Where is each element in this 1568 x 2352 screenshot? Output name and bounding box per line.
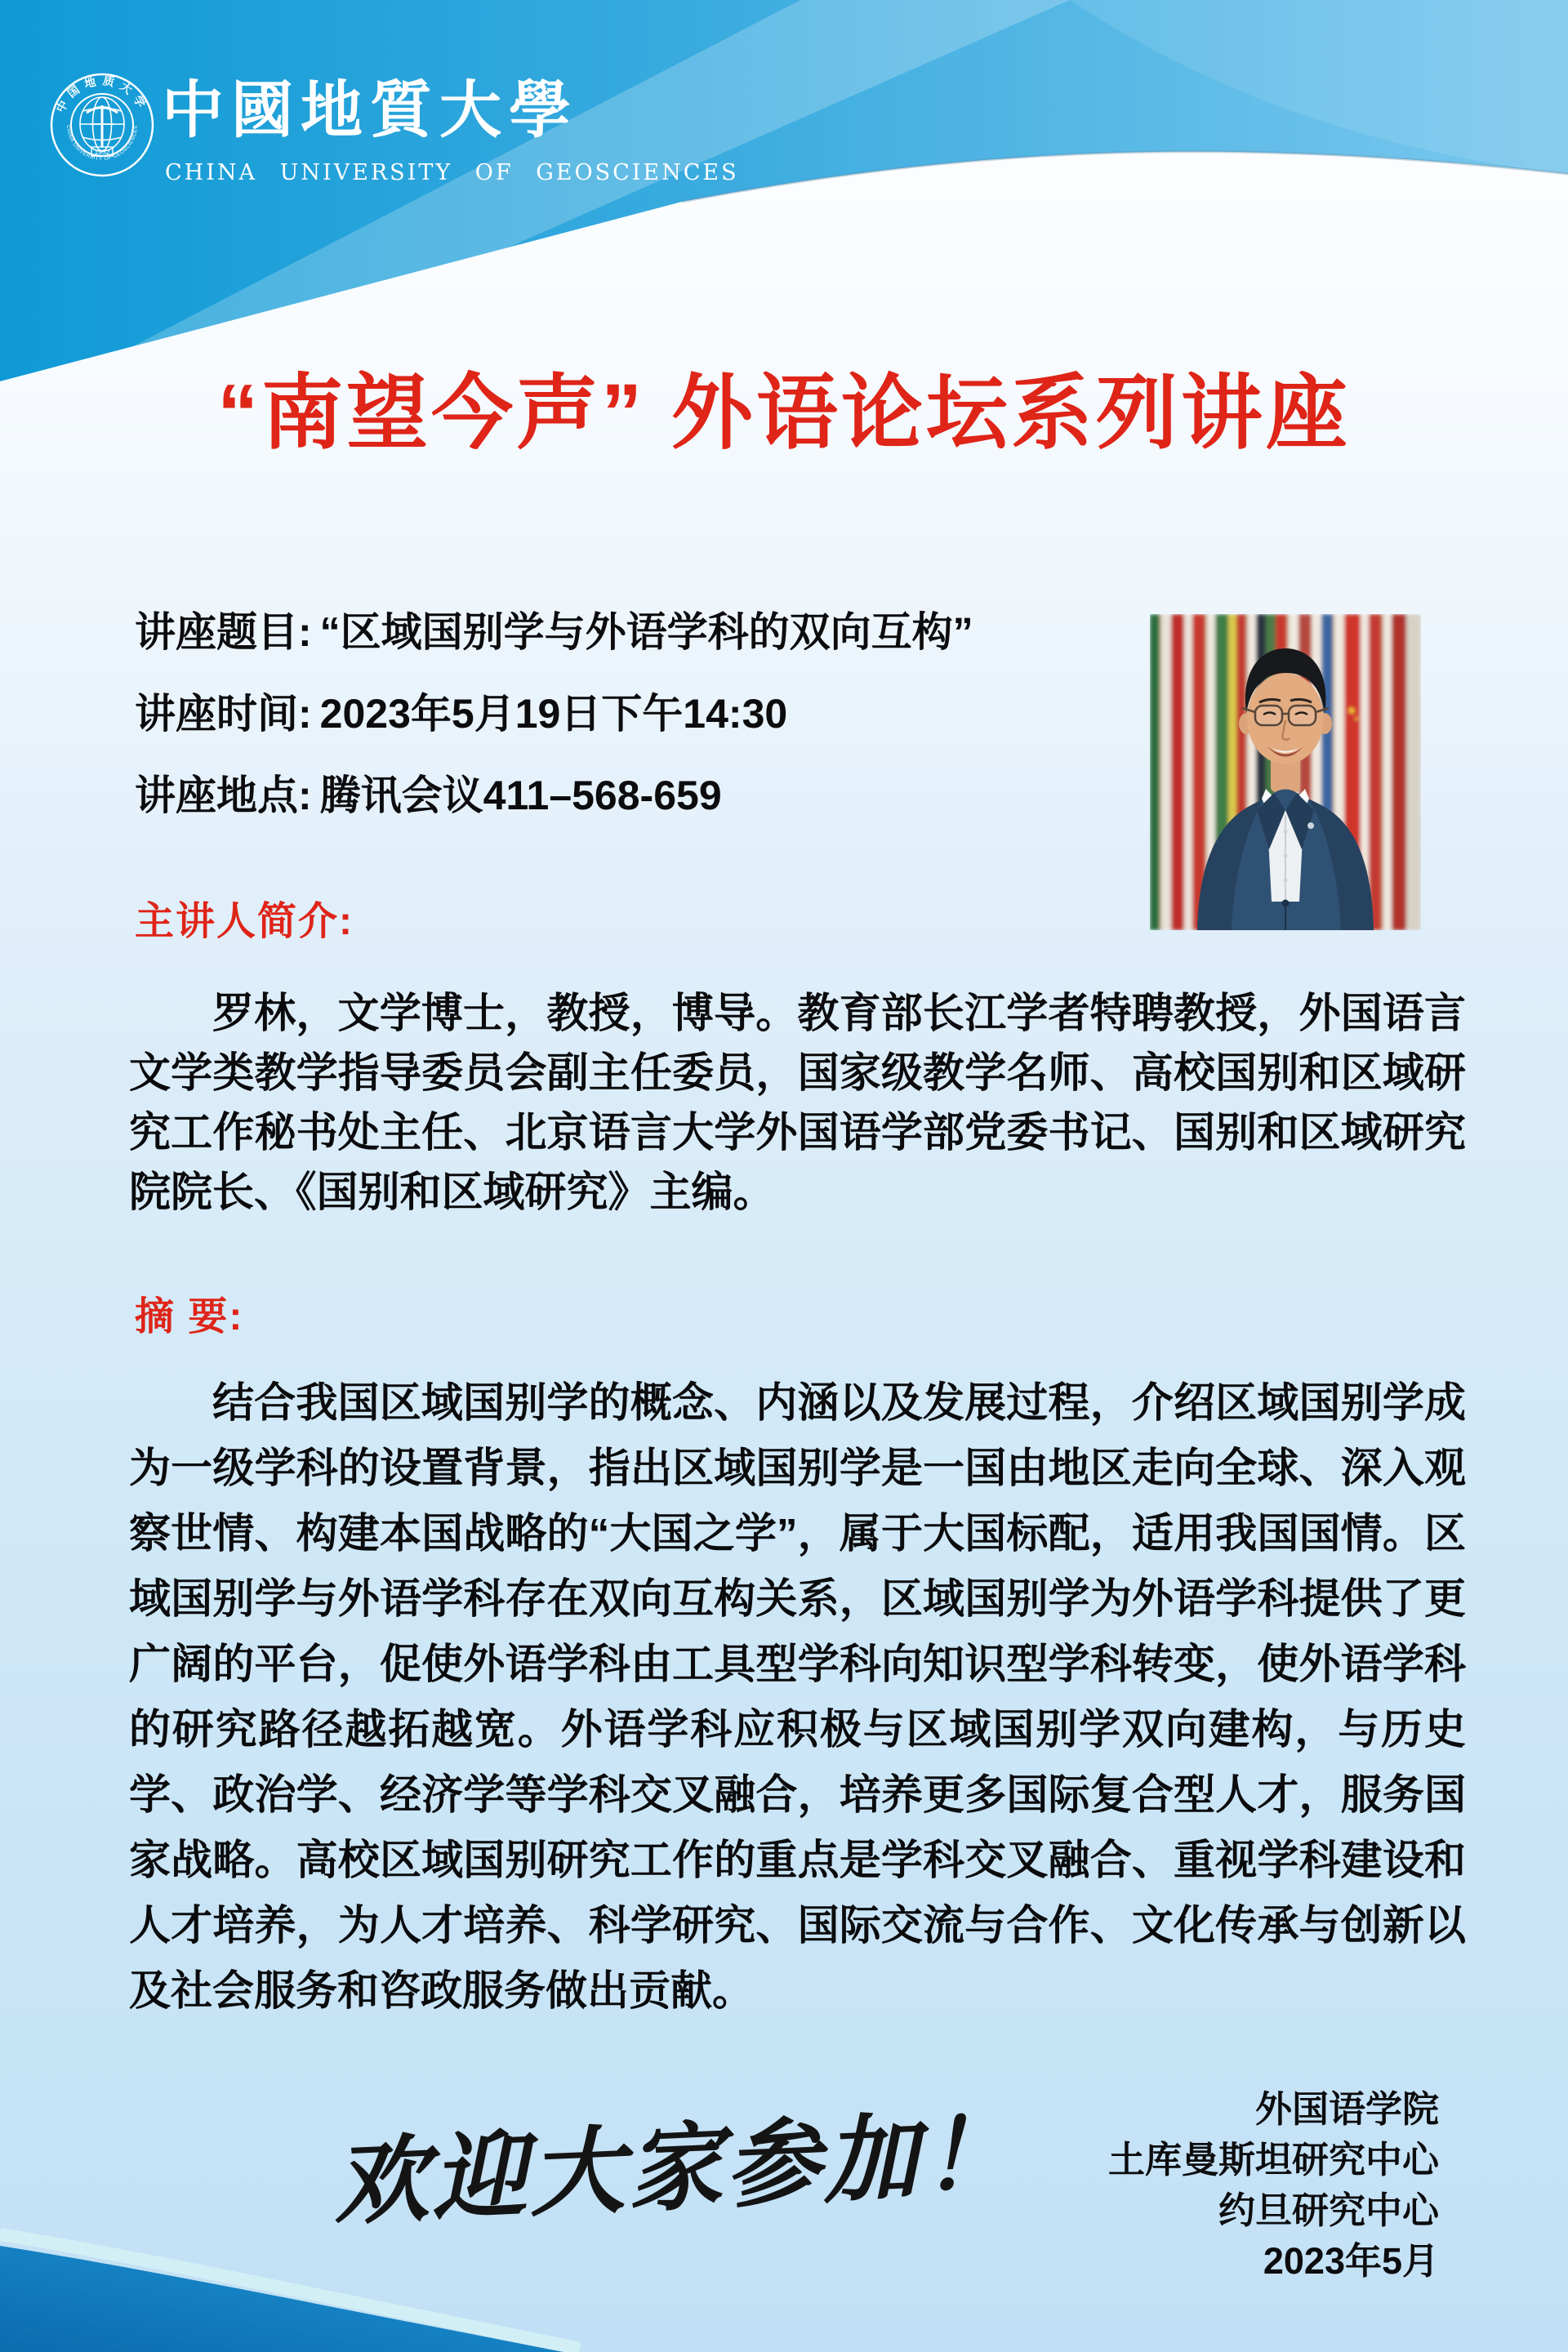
logo-ring-text-zh: 中国地质大学 [53, 74, 151, 115]
logo-ring-text-en: CHINA UNIVERSITY OF GEOSCIENCES [65, 125, 140, 163]
credit-line-turkmenistan-center: 土库曼斯坦研究中心 [1107, 2139, 1439, 2180]
detail-time-value: 2023年5月19日下午14:30 [319, 691, 788, 737]
speaker-photo [1150, 614, 1421, 930]
welcome-calligraphy: 欢迎大家参加！ [331, 2097, 1022, 2239]
detail-time [135, 693, 973, 735]
speaker-portrait-illustration [1150, 614, 1421, 930]
detail-location [135, 774, 973, 817]
bottom-wave-graphic [0, 2221, 604, 2352]
organizer-credits [1108, 2084, 1439, 2287]
speaker-intro-heading: 主讲人简介: [135, 900, 354, 943]
poster-title: “南望今声” 外语论坛系列讲座 [217, 368, 1351, 459]
detail-topic [135, 611, 973, 653]
detail-topic-value: “区域国别学与外语学科的双向互构” [319, 609, 973, 655]
lecture-details [135, 611, 973, 856]
detail-location-label: 讲座地点: [135, 773, 312, 818]
university-name-zh: 中國地質大學 [162, 74, 578, 146]
abstract-text: 结合我国区域国别学的概念、内涵以及发展过程，介绍区域国别学成为一级学科的设置背景，指出区域国别学是一国由地区走向全球、深入观察世情、构建本国战略的“大国之学”，属于大国标配，适用我国国情。区域国别学与外语学科存在双向互构关系，区域国别学为外语学科提供了更广阔的平台，促使外语学科由工具型学科向知识型学科转变，使外语学科的研究路径越拓越宽。外语学科应积极与区域国别学双向建构，与历史学、政治学、经济学等学科交叉融合，培养更多国际复合型人才，服务国家战略。高校区域国别研究工作的重点是学科交叉融合、重视学科建设和人才培养，为人才培养、科学研究、国际交流与合作、文化传承与创新以及社会服务和咨政服务做出贡献。 [129, 1379, 1466, 2014]
detail-location-value: 腾讯会议411–568-659 [319, 773, 722, 818]
detail-topic-label: 讲座题目: [135, 609, 312, 655]
credit-line-college: 外国语学院 [1254, 2088, 1439, 2130]
credit-line-jordan-center: 约旦研究中心 [1218, 2189, 1439, 2231]
university-logo [49, 72, 155, 178]
speaker-bio-text: 罗林，文学博士，教授，博导。教育部长江学者特聘教授，外国语言文学类教学指导委员会副主任委员，国家级教学名师、高校国别和区域研究工作秘书处主任、北京语言大学外国语学部党委书记、国别和区域研究院院长、《国别和区域研究》主编。 [129, 990, 1466, 1215]
credit-line-date: 2023年5月 [1263, 2240, 1439, 2282]
university-name-en: CHINA UNIVERSITY OF GEOSCIENCES [165, 160, 739, 185]
detail-time-label: 讲座时间: [135, 691, 312, 737]
abstract-heading: 摘 要: [135, 1295, 244, 1339]
university-seal-icon [49, 72, 155, 178]
logo-pick-icon [87, 105, 118, 147]
logo-year: 1952 [94, 148, 110, 156]
